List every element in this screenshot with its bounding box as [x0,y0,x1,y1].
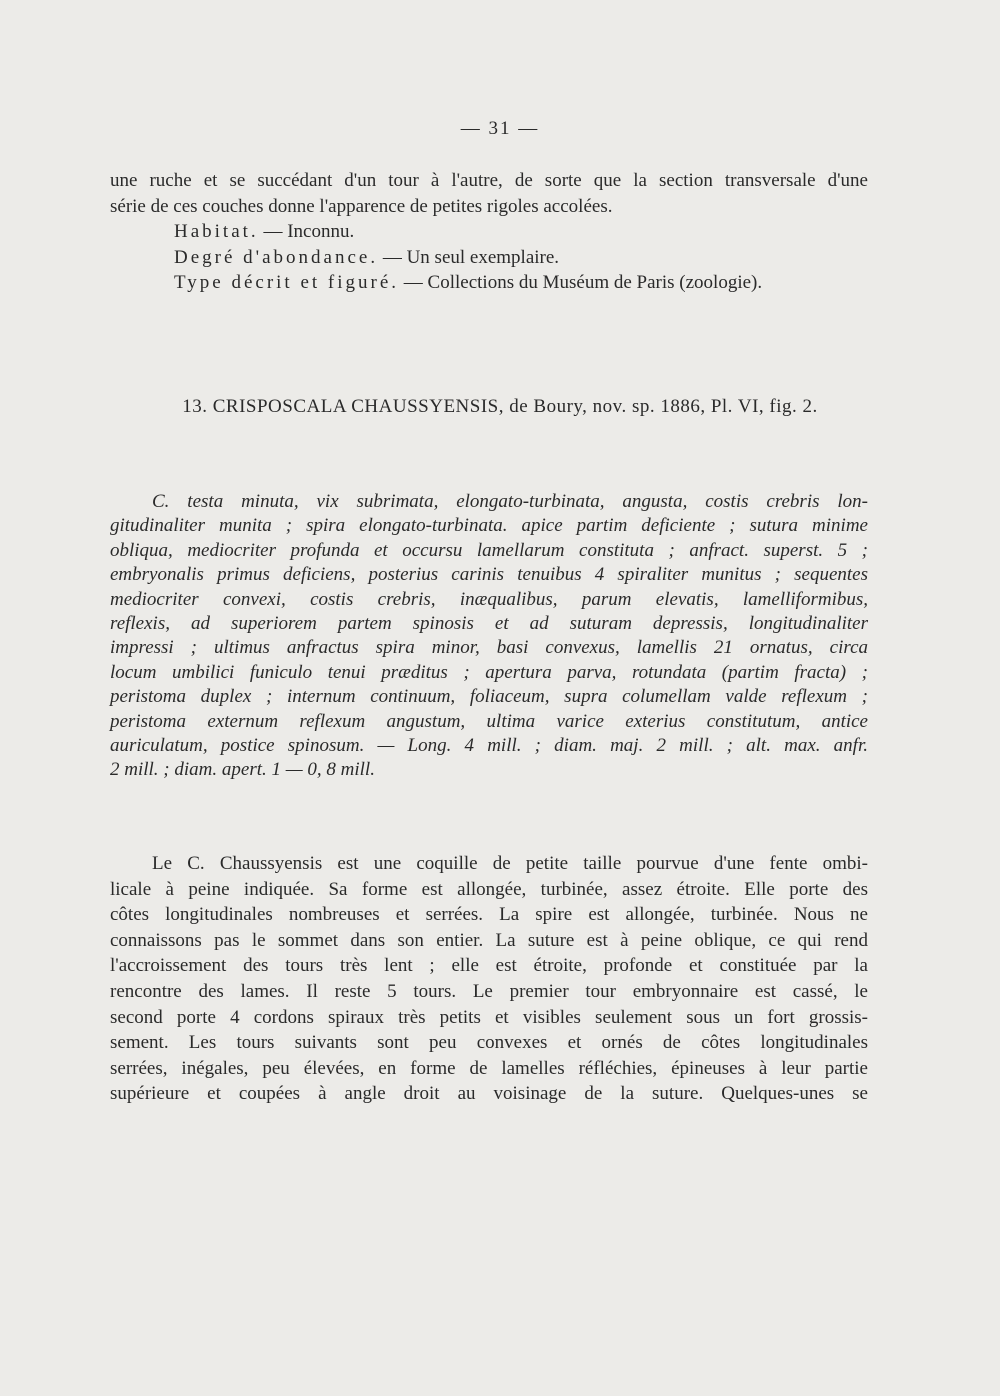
body-line: licale à peine indiquée. Sa forme est allongée, turbinée, assez étroite. Elle porte des [110,878,868,900]
latin-line: peristoma externum reflexum angustum, ultima varice exterius constitutum, antice [110,710,868,732]
latin-line: obliqua, mediocriter profunda et occursu lamellarum constituta ; anfract. superst. 5 ; [110,539,868,561]
intro-line: série de ces couches donne l'apparence de petites rigoles accolées. [110,195,613,217]
latin-line: locum umbilici funiculo tenui præditus ; apertura parva, rotundata (partim fracta) ; [110,661,868,683]
latin-line: 2 mill. ; diam. apert. 1 — 0, 8 mill. [110,759,375,781]
body-line: supérieure et coupées à angle droit au voisinage de la suture. Quelques-unes se [110,1083,868,1105]
abondance-label: Degré d'abondance. [174,246,379,268]
body-line: serrées, inégales, peu élevées, en forme de lamelles réfléchies, épineuses à leur partie [110,1057,868,1079]
intro-line: une ruche et se succédant d'un tour à l'autre, de sorte que la section transversale d'une [110,170,868,191]
body-line: l'accroissement des tours très lent ; elle est étroite, profonde et constituée par la [110,955,868,977]
latin-line: peristoma duplex ; internum continuum, foliaceum, supra columellam valde reflexum ; [110,686,868,708]
page-number: — 31 — [460,118,540,139]
abondance-line [110,245,868,271]
latin-line: reflexis, ad superiorem partem spinosis et ad suturam depressis, longitudinaliter [110,612,868,634]
body-line: Le C. Chaussyensis est une coquille de petite taille pourvue d'une fente ombi- [152,853,868,874]
habitat-line [110,219,868,245]
habitat-value: — Inconnu. [258,221,355,242]
latin-line: impressi ; ultimus anfractus spira minor, basi convexus, lamellis 21 ornatus, circa [110,637,868,659]
body-line: rencontre des lames. Il reste 5 tours. Le premier tour embryonnaire est cassé, le [110,980,868,1002]
type-value: — Collections du Muséum de Paris (zoologie). [399,272,763,293]
habitat-label: Habitat. [174,221,259,242]
intro-paragraph [110,168,868,296]
latin-line: C. testa minuta, vix subrimata, elongato-turbinata, angusta, costis crebris lon- [152,491,868,512]
body-line: sement. Les tours suivants sont peu convexes et ornés de côtes longitudinales [110,1032,868,1054]
body-line: connaissons pas le sommet dans son entier. La suture est à peine oblique, ce qui rend [110,929,868,951]
latin-line: mediocriter convexi, costis crebris, inæqualibus, parum elevatis, lamelliformibus, [110,588,868,610]
latin-line: auriculatum, postice spinosum. — Long. 4 mill. ; diam. maj. 2 mill. ; alt. max. anfr. [110,734,868,756]
description-paragraph [110,851,868,1107]
body-line: côtes longitudinales nombreuses et serrées. La spire est allongée, turbinée. Nous ne [110,904,868,926]
latin-diagnosis [110,490,868,783]
body-line: second porte 4 cordons spiraux très petits et visibles seulement sous un fort grossis- [110,1006,868,1028]
type-line [110,270,868,296]
abondance-value: — Un seul exemplaire. [378,246,560,268]
latin-line: gitudinaliter munita ; spira elongato-turbinata. apice partim deficiente ; sutura minime [110,515,868,537]
type-label: Type décrit et figuré. [174,272,400,293]
species-heading: 13. CRISPOSCALA CHAUSSYENSIS, de Boury, nov. sp. 1886, Pl. VI, fig. 2. [182,396,818,417]
latin-line: embryonalis primus deficiens, posterius carinis tenuibus 4 spiraliter munitus ; sequentes [110,564,868,586]
